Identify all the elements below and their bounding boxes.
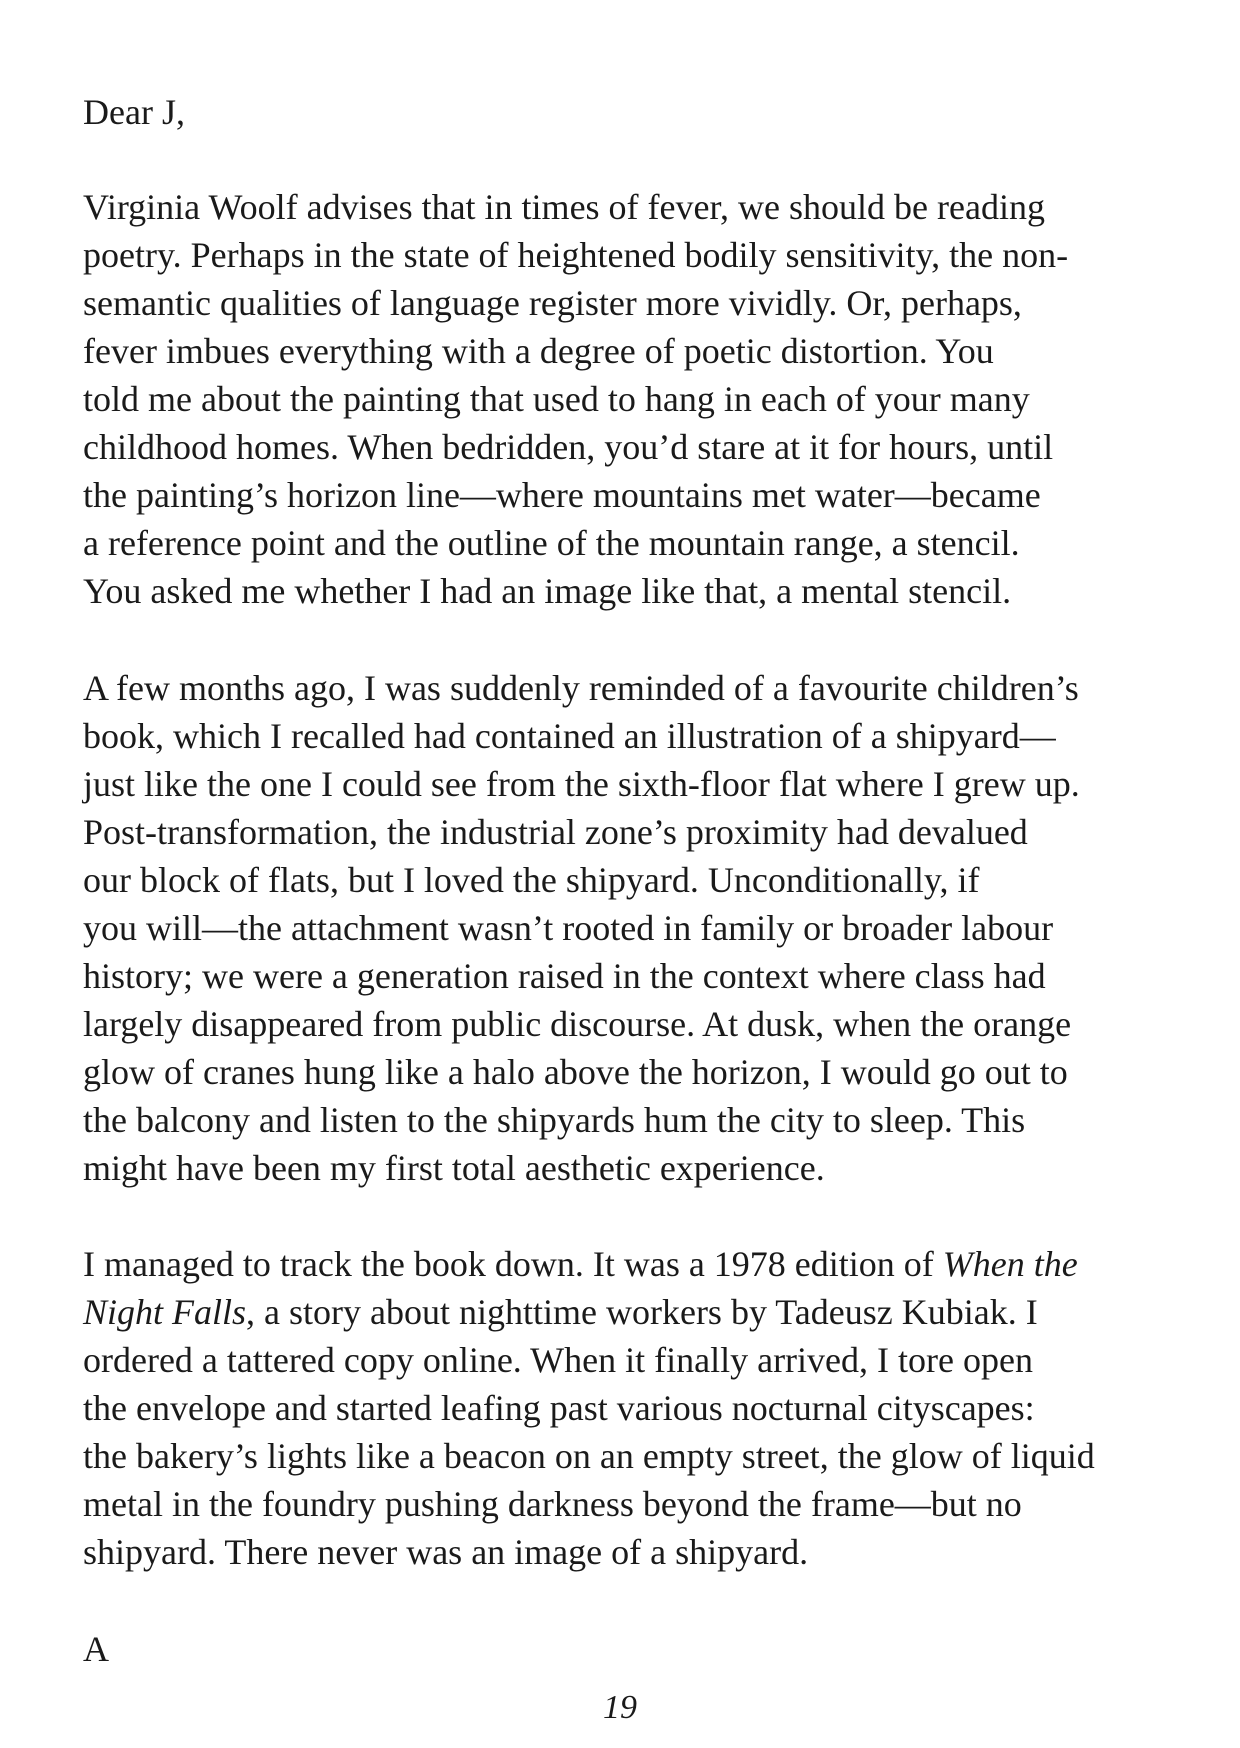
paragraph-line: shipyard. There never was an image of a shipyard. bbox=[83, 1532, 809, 1572]
paragraph-line: our block of flats, but I loved the shipyard. Unconditionally, if bbox=[83, 860, 980, 900]
book-title-part: When the bbox=[942, 1244, 1078, 1284]
paragraph-line: Virginia Woolf advises that in times of fever, we should be reading bbox=[83, 187, 1045, 227]
paragraph-text: , a story about nighttime workers by Tadeusz Kubiak. I bbox=[246, 1292, 1038, 1332]
paragraph-line: ordered a tattered copy online. When it finally arrived, I tore open bbox=[83, 1340, 1033, 1380]
paragraph-line: childhood homes. When bedridden, you’d stare at it for hours, until bbox=[83, 427, 1054, 467]
salutation: Dear J, bbox=[83, 92, 185, 132]
paragraph-line: semantic qualities of language register more vividly. Or, perhaps, bbox=[83, 283, 1022, 323]
paragraph-text: I managed to track the book down. It was a 1978 edition of bbox=[83, 1244, 943, 1284]
paragraph-line: A few months ago, I was suddenly reminded of a favourite children’s bbox=[83, 668, 1079, 708]
paragraph-line: the bakery’s lights like a beacon on an empty street, the glow of liquid bbox=[83, 1436, 1095, 1476]
paragraph-line: a reference point and the outline of the mountain range, a stencil. bbox=[83, 523, 1020, 563]
paragraph-line: history; we were a generation raised in the context where class had bbox=[83, 956, 1046, 996]
paragraph-line: poetry. Perhaps in the state of heightened bodily sensitivity, the non- bbox=[83, 235, 1069, 275]
paragraph-line: the envelope and started leafing past various nocturnal cityscapes: bbox=[83, 1388, 1035, 1428]
paragraph-line: the painting’s horizon line—where mountains met water—became bbox=[83, 475, 1041, 515]
paragraph-line: metal in the foundry pushing darkness beyond the frame—but no bbox=[83, 1484, 1022, 1524]
paragraph-line: the balcony and listen to the shipyards hum the city to sleep. This bbox=[83, 1100, 1026, 1140]
paragraph-line: fever imbues everything with a degree of poetic distortion. You bbox=[83, 331, 994, 371]
paragraph-line: Post-transformation, the industrial zone’s proximity had devalued bbox=[83, 812, 1028, 852]
paragraph-3 bbox=[83, 1240, 1173, 1576]
paragraph-line bbox=[83, 1288, 1173, 1336]
paragraph-line: told me about the painting that used to hang in each of your many bbox=[83, 379, 1030, 419]
paragraph-line bbox=[83, 1240, 1173, 1288]
book-title-part: Night Falls bbox=[83, 1292, 247, 1332]
paragraph-line: just like the one I could see from the sixth-floor flat where I grew up. bbox=[83, 764, 1080, 804]
paragraph-line: book, which I recalled had contained an illustration of a shipyard— bbox=[83, 716, 1056, 756]
paragraph-line: glow of cranes hung like a halo above the horizon, I would go out to bbox=[83, 1052, 1068, 1092]
paragraph-line: might have been my first total aesthetic experience. bbox=[83, 1148, 825, 1188]
paragraph-line: largely disappeared from public discourse. At dusk, when the orange bbox=[83, 1004, 1072, 1044]
paragraph-1 bbox=[83, 183, 1173, 615]
paragraph-line: You asked me whether I had an image like that, a mental stencil. bbox=[83, 571, 1012, 611]
page-number: 19 bbox=[603, 1689, 637, 1726]
paragraph-line: you will—the attachment wasn’t rooted in family or broader labour bbox=[83, 908, 1054, 948]
paragraph-2 bbox=[83, 664, 1173, 1192]
signature: A bbox=[83, 1629, 109, 1669]
